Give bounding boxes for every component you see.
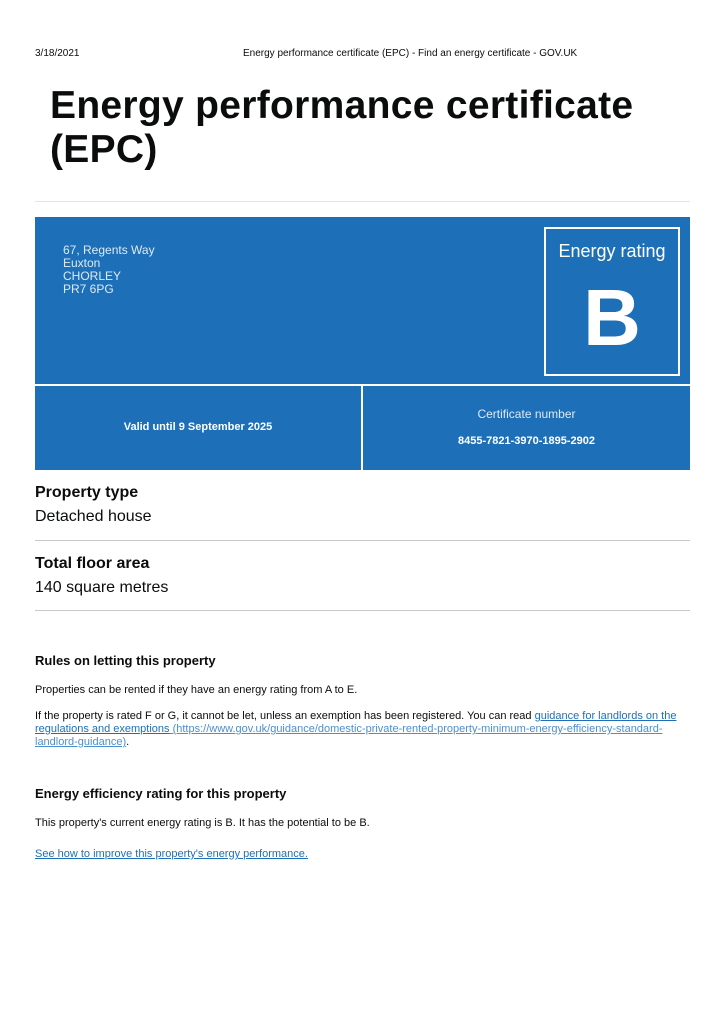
print-page-title: Energy performance certificate (EPC) - Find an energy certificate - GOV.UK xyxy=(243,48,578,59)
letting-rules-heading: Rules on letting this property xyxy=(35,653,216,668)
improve-performance-link[interactable]: See how to improve this property's energy performance. xyxy=(35,848,308,860)
letting-rules-paragraph-1: Properties can be rented if they have an energy rating from A to E. xyxy=(35,684,358,696)
property-type-heading: Property type xyxy=(35,484,139,501)
efficiency-paragraph: This property's current energy rating is B. It has the potential to be B. xyxy=(35,817,370,829)
address-line-2: Euxton xyxy=(63,256,101,270)
efficiency-heading: Energy efficiency rating for this property xyxy=(35,786,287,801)
property-type-divider xyxy=(35,540,690,541)
energy-rating-letter: B xyxy=(583,273,641,362)
property-address xyxy=(63,244,155,296)
address-line-3: CHORLEY xyxy=(63,269,122,283)
certificate-number-label: Certificate number xyxy=(477,407,576,421)
page-title-line-2: (EPC) xyxy=(50,128,158,171)
floor-area-heading: Total floor area xyxy=(35,555,150,572)
epc-summary-panel xyxy=(35,217,690,470)
floor-area-divider xyxy=(35,610,690,611)
address-line-1: 67, Regents Way xyxy=(63,243,155,257)
landlord-guidance-url[interactable]: (https://www.gov.uk/guidance/domestic-private-rented-property-minimum-energy-efficiency-standard-landlord-guidance) xyxy=(35,723,663,748)
energy-rating-label: Energy rating xyxy=(558,241,666,261)
landlord-guidance-link[interactable]: guidance for landlords on the regulations and exemptions xyxy=(35,710,677,735)
valid-until: Valid until 9 September 2025 xyxy=(123,421,273,433)
energy-rating-box xyxy=(544,227,680,376)
letting-rules-end: . xyxy=(126,736,130,748)
floor-area-value: 140 square metres xyxy=(35,579,169,596)
print-header xyxy=(35,48,689,62)
panel-divider-vertical xyxy=(361,386,363,470)
certificate-number: 8455-7821-3970-1895-2902 xyxy=(457,435,595,447)
property-type-value: Detached house xyxy=(35,508,152,525)
letting-rules-text: If the property is rated F or G, it cannot be let, unless an exemption has been registered. You can read xyxy=(35,710,535,722)
address-line-4: PR7 6PG xyxy=(63,282,114,296)
page-title-line-1: Energy performance certificate xyxy=(50,84,634,127)
print-date: 3/18/2021 xyxy=(35,48,80,59)
letting-rules-paragraph-2 xyxy=(35,710,690,749)
page-title xyxy=(50,84,690,172)
title-divider xyxy=(35,201,690,202)
